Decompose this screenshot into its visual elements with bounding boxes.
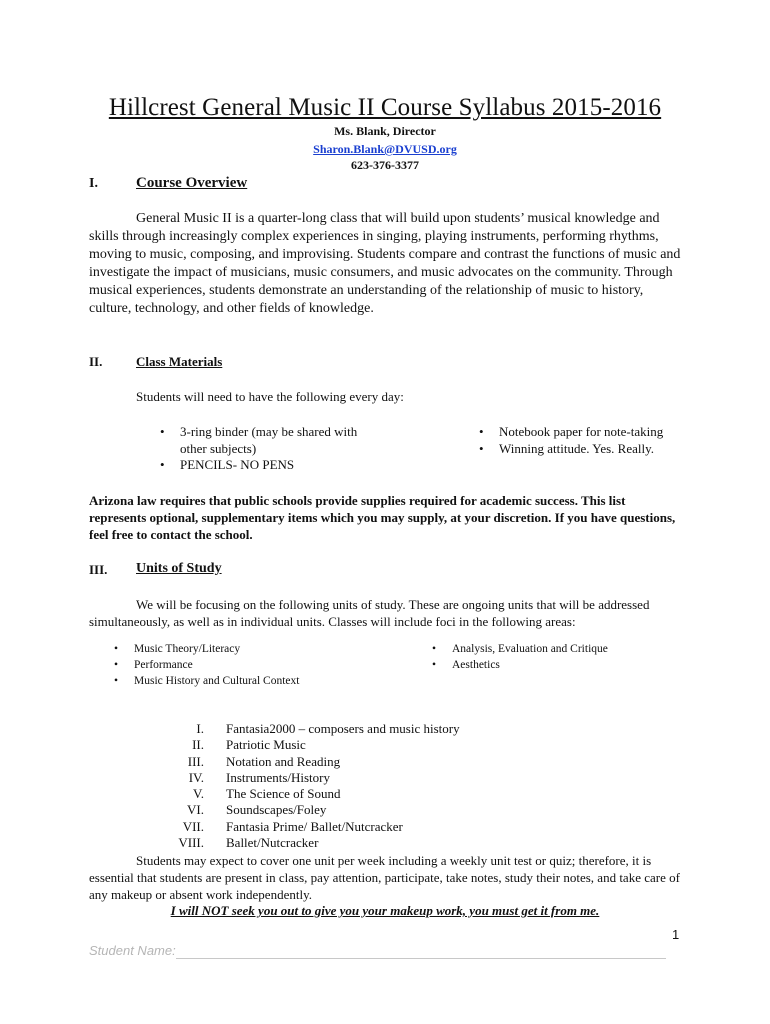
email-line [0,142,770,157]
list-item: • Winning attitude. Yes. Really. [477,441,707,458]
phone-number: 623-376-3377 [351,158,419,172]
makeup-note: I will NOT seek you out to give you your makeup work, you must get it from me. [170,903,600,918]
expectations-paragraph [89,852,685,903]
unit-number: II. [192,737,204,753]
unit-label: Fantasia Prime/ Ballet/Nutcracker [226,818,403,834]
unit-label: The Science of Sound [226,786,341,802]
unit-label: Ballet/Nutcracker [226,835,319,851]
section-number-materials: II. [89,354,103,369]
unit-label: Patriotic Music [226,737,306,753]
page-number: 1 [672,927,680,942]
list-item [150,786,460,802]
units-intro-paragraph [89,596,685,630]
list-item [150,721,460,737]
section-heading-units: Units of Study [136,561,222,576]
unit-number: VI. [187,802,204,818]
list-item: • PENCILS- NO PENS [158,457,358,474]
list-item: • Aesthetics [430,658,690,674]
email-link[interactable]: Sharon.Blank@DVUSD.org [313,142,457,156]
units-intro-text: We will be focusing on the following units of study. These are ongoing units that will be addressed simultaneously, as well as in individual units. Classes will include foci in the following areas: [89,597,650,629]
unit-number: I. [196,721,204,736]
unit-label: Notation and Reading [226,753,341,769]
unit-number: V. [193,786,204,802]
unit-label: Soundscapes/Foley [226,802,327,818]
section-number-units: III. [89,562,108,577]
section-heading-materials: Class Materials [136,354,223,369]
unit-label: Instruments/History [226,769,330,785]
overview-text: General Music II is a quarter-long class that will build upon students’ musical knowledge and skills through increasingly complex experiences in singing, playing instruments, performing rhythms, moving to music, composing, and improvising. Students compare and contrast the functions of music and investigate the impact of musicians, music consumers, and music advocates on the community. Through musical experiences, students demonstrate an understanding of the relationship of music to history, culture, technology, and other fields of knowledge. [89,211,681,316]
list-item [150,754,460,770]
list-item: • Analysis, Evaluation and Critique [430,642,690,658]
foci-list-right [430,642,690,674]
student-name-label: Student Name: [89,943,176,958]
overview-paragraph [89,210,685,318]
foci-list-left [112,642,412,689]
list-item: • Music Theory/Literacy [112,642,412,658]
list-item [150,737,460,753]
unit-number: IV. [188,769,204,785]
unit-number: VII. [182,818,204,834]
section-heading-overview: Course Overview [136,175,248,191]
unit-number: VIII. [178,835,204,851]
materials-list-right [477,424,707,457]
list-item: • Notebook paper for note-taking [477,424,707,441]
unit-number: III. [187,753,204,769]
list-item [150,770,460,786]
student-name-line[interactable] [176,958,666,959]
materials-intro: Students will need to have the following every day: [136,389,404,404]
list-item: • Performance [112,658,412,674]
units-list [150,721,460,851]
director-name: Ms. Blank, Director [334,124,436,138]
unit-label: Fantasia2000 – composers and music history [226,721,460,736]
list-item: • Music History and Cultural Context [112,674,412,690]
materials-list-left [158,424,358,474]
list-item [150,819,460,835]
list-item [150,802,460,818]
list-item: • 3-ring binder (may be shared with other subjects) [158,424,358,457]
list-item [150,835,460,851]
document-title: Hillcrest General Music II Course Syllabus 2015-2016 [108,94,662,121]
section-number-overview: I. [89,176,98,191]
expectations-text: Students may expect to cover one unit per week including a weekly unit test or quiz; therefore, it is essential that students are present in class, pay attention, participate, take notes, study their notes, and take care of any makeup or absent work independently. [89,853,680,902]
supplies-law-note: Arizona law requires that public schools provide supplies required for academic success. This list represents optional, supplementary items which you may supply, at your discretion. If you have questions, feel free to contact the school. [89,493,676,542]
